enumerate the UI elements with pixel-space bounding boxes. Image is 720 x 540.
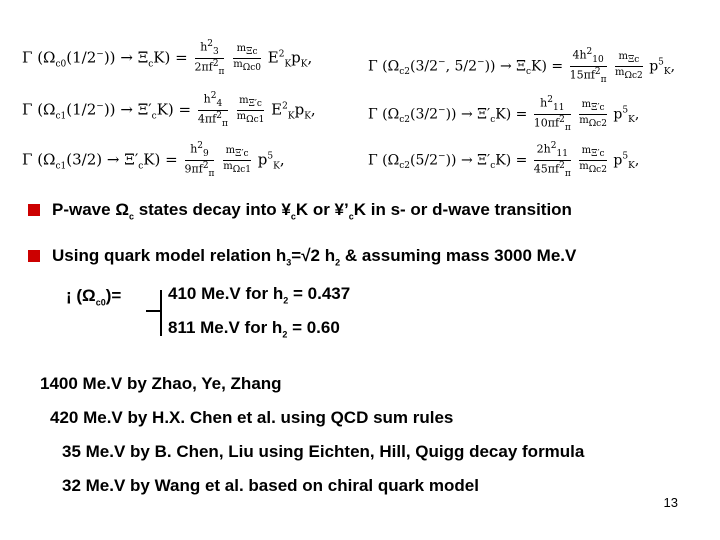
formula-right-3: Γ $(\Omega_{c2}(5/2^-)) \to \Xi'_cK$) = $\frac{2h^2_{11}}{45\pi f^2_\pi}$ $\frac{m_{\Xi'c}}{m_{\Omega c2}}$ $p^5_K$, — [368, 141, 640, 179]
bracket-left — [160, 290, 162, 336]
reference-zhao: 1400 Me.V by Zhao, Ye, Zhang — [40, 374, 282, 393]
bullet-square-icon — [28, 204, 40, 216]
gamma-option-1: 410 Me.V for $h_2 = 0.437$ — [168, 284, 351, 306]
bullet-pwave: P-wave $\Omega_c$ states decay into $¥_cK$ or $¥’_cK$ in s- or d-wave transition — [28, 200, 572, 221]
bullet-square-icon — [28, 250, 40, 262]
mass-ratio: $\frac{m_{\Xi'c}}{m_{\Omega c1}}$ — [223, 144, 251, 175]
coupling-fraction: $\frac{2h^2_{11}}{45\pi f^2_\pi}$ — [533, 141, 571, 179]
mass-ratio: $\frac{m_{\Xi c}}{m_{\Omega c0}}$ — [233, 42, 261, 73]
bracket-tick — [146, 310, 160, 312]
coupling-fraction: $\frac{4h^2_{10}}{15\pi f^2_\pi}$ — [569, 47, 607, 85]
formula-left-2: Γ $(\Omega_{c1}(1/2^-)) \to \Xi'_cK$) = $\frac{h^2_4}{4\pi f^2_\pi}$ $\frac{m_{\Xi'c}}{m_{\Omega c1}}$ $E^2_Kp_K$, — [22, 91, 316, 129]
reference-chen: 420 Me.V by H.X. Chen et al. using QCD sum rules — [50, 408, 454, 427]
mass-ratio: $\frac{m_{\Xi'c}}{m_{\Omega c2}}$ — [579, 144, 607, 175]
gamma-option-2: 811 Me.V for $h_2 = 0.60$ — [168, 318, 340, 340]
coupling-fraction: $\frac{h^2_3}{2\pi f^2_\pi}$ — [194, 39, 225, 77]
coupling-fraction: $\frac{h^2_{11}}{10\pi f^2_\pi}$ — [533, 95, 571, 133]
reference-bchen: 35 Me.V by B. Chen, Liu using Eichten, Hill, Quigg decay formula — [62, 442, 585, 461]
formula-right-1: Γ ($\Omega_{c2}(3/2^-$, $5/2^-)) \to \Xi_cK$) = $\frac{4h^2_{10}}{15\pi f^2_\pi}$ $\frac{m_{\Xi c}}{m_{\Omega c2}}$ $p^5_K$, — [368, 47, 676, 85]
coupling-fraction: $\frac{h^2_4}{4\pi f^2_\pi}$ — [197, 91, 228, 129]
formula-left-1: Γ $(\Omega_{c0}(1/2^-)) \to \Xi_cK$) = $\frac{h^2_3}{2\pi f^2_\pi}$ $\frac{m_{\Xi c}}{m_{\Omega c0}}$ $E^2_Kp_K$, — [22, 39, 313, 77]
mass-ratio: $\frac{m_{\Xi c}}{m_{\Omega c2}}$ — [615, 50, 643, 81]
page-number: 13 — [663, 495, 678, 510]
coupling-fraction: $\frac{h^2_9}{9\pi f^2_\pi}$ — [184, 141, 215, 179]
formula-left-3: Γ $(\Omega_{c1}(3/2) \to \Xi'_cK)$ = $\frac{h^2_9}{9\pi f^2_\pi}$ $\frac{m_{\Xi'c}}{m_{\Omega c1}}$ $p^5_K$, — [22, 141, 285, 179]
formula-right-2: Γ $(\Omega_{c2}(3/2^-)) \to \Xi'_cK$) = $\frac{h^2_{11}}{10\pi f^2_\pi}$ $\frac{m_{\Xi'c}}{m_{\Omega c2}}$ $p^5_K$, — [368, 95, 640, 133]
bullet-quark-model: Using quark model relation $h_3=√2$ $h_2$ & assuming mass 3000 Me.V — [28, 246, 576, 267]
mass-ratio: $\frac{m_{\Xi'c}}{m_{\Omega c2}}$ — [579, 98, 607, 129]
mass-ratio: $\frac{m_{\Xi'c}}{m_{\Omega c1}}$ — [236, 94, 265, 125]
reference-wang: 32 Me.V by Wang et al. based on chiral quark model — [62, 476, 479, 495]
gamma-label: ¡ $(\Omega_{c0})=$ — [66, 286, 122, 308]
